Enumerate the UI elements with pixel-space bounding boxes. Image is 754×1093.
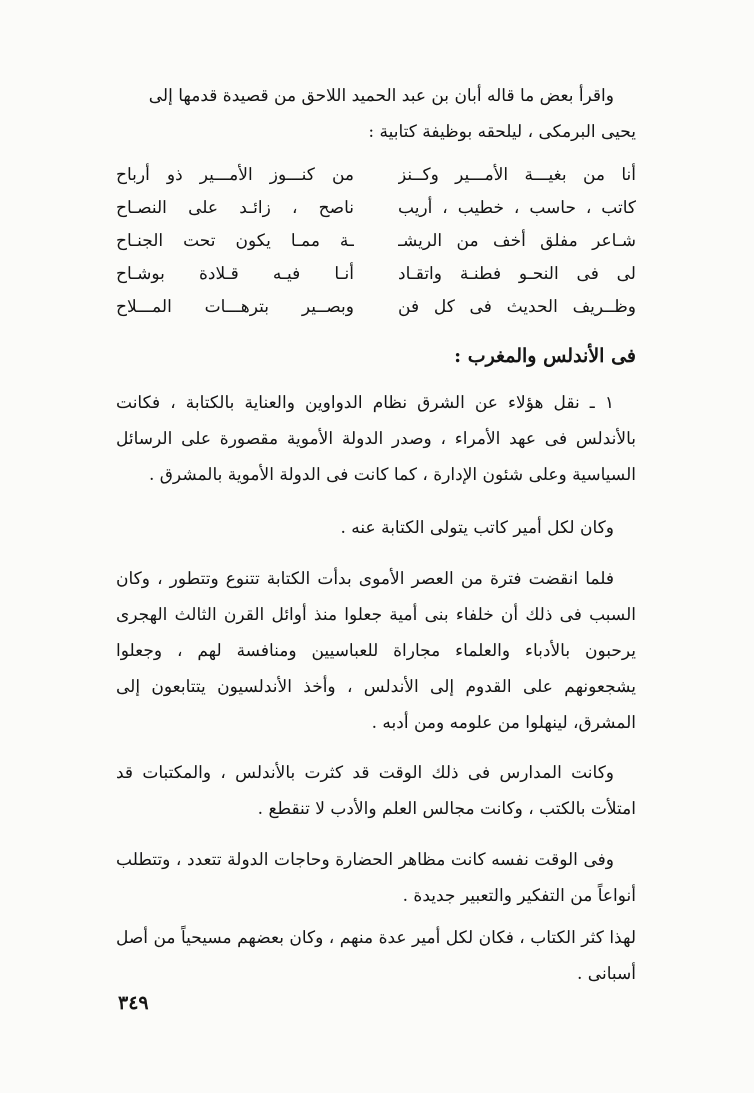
verse-first-hemistich: أنا من بغيـــة الأمـــير وكــنز	[398, 165, 636, 185]
verse-row	[116, 291, 636, 324]
verse-second-hemistich: من كنـــوز الأمـــير ذو أرباح	[116, 165, 354, 185]
paragraph-2: وكان لكل أمير كاتب يتولى الكتابة عنه .	[340, 518, 614, 538]
verse-row	[116, 258, 636, 291]
verse-second-hemistich: ناصح ، زائـد على النصـاح	[116, 198, 354, 218]
verse-first-hemistich: وظــريف الحديث فى كل فن	[398, 297, 636, 317]
paragraph-3: فلما انقضت فترة من العصر الأموى بدأت الكتابة تتنوع وتتطور ، وكان السبب فى ذلك أن خلفاء بنى أمية جعلوا منذ أوائل القرن الثالث الهجرى يرحبون بالأدباء والعلماء مجاراة للعباسيين ومنافسة لهم ، وجعلوا يشجعونهم على القدوم إلى الأندلس ، وأخذ الأندلسيون يتتابعون إلى المشرق، لينهلوا من علومه ومن أدبه .	[116, 569, 636, 733]
paragraph-4: وكانت المدارس فى ذلك الوقت قد كثرت بالأندلس ، والمكتبات قد امتلأت بالكتب ، وكانت مجالس العلم والأدب لا تنقطع .	[116, 763, 636, 819]
intro-line-1: واقرأ بعض ما قاله أبان بن عبد الحميد اللاحق من قصيدة قدمها إلى	[148, 86, 614, 106]
verse-row	[116, 225, 636, 258]
poem-verses	[116, 159, 636, 324]
verse-first-hemistich: كاتب ، حاسب ، خطيب ، أريب	[398, 198, 636, 218]
intro-paragraph	[116, 78, 636, 150]
verse-second-hemistich: ـة ممـا يكون تحت الجنـاح	[116, 231, 354, 251]
verse-first-hemistich: لى فى النحـو فطنـة واتقـاد	[398, 264, 636, 284]
paragraph-6: لهذا كثر الكتاب ، فكان لكل أمير عدة منهم ، وكان بعضهم مسيحياً من أصل أسبانى .	[116, 928, 636, 984]
verse-second-hemistich: وبصــير بترهـــات المـــلاح	[116, 297, 354, 317]
verse-row	[116, 192, 636, 225]
paragraph-1: ١ ـ نقل هؤلاء عن الشرق نظام الدواوين والعناية بالكتابة ، فكانت بالأندلس فى عهد الأمراء ، وصدر الدولة الأموية مقصورة على الرسائل السياسية وعلى شئون الإدارة ، كما كانت فى الدولة الأموية بالمشرق .	[116, 393, 636, 485]
paragraph-5: وفى الوقت نفسه كانت مظاهر الحضارة وحاجات الدولة تتعدد ، وتتطلب أنواعاً من التفكير والتعبير جديدة .	[116, 850, 636, 906]
section-heading: فى الأندلس والمغرب :	[454, 345, 636, 367]
intro-line-2: يحيى البرمكى ، ليلحقه بوظيفة كتابية :	[368, 122, 636, 142]
verse-row	[116, 159, 636, 192]
page-number: ٣٤٩	[118, 992, 149, 1014]
verse-second-hemistich: أنـا فيـه قـلادة بوشـاح	[116, 264, 354, 284]
verse-first-hemistich: شـاعر مفلق أخف من الريشـ	[398, 231, 636, 251]
